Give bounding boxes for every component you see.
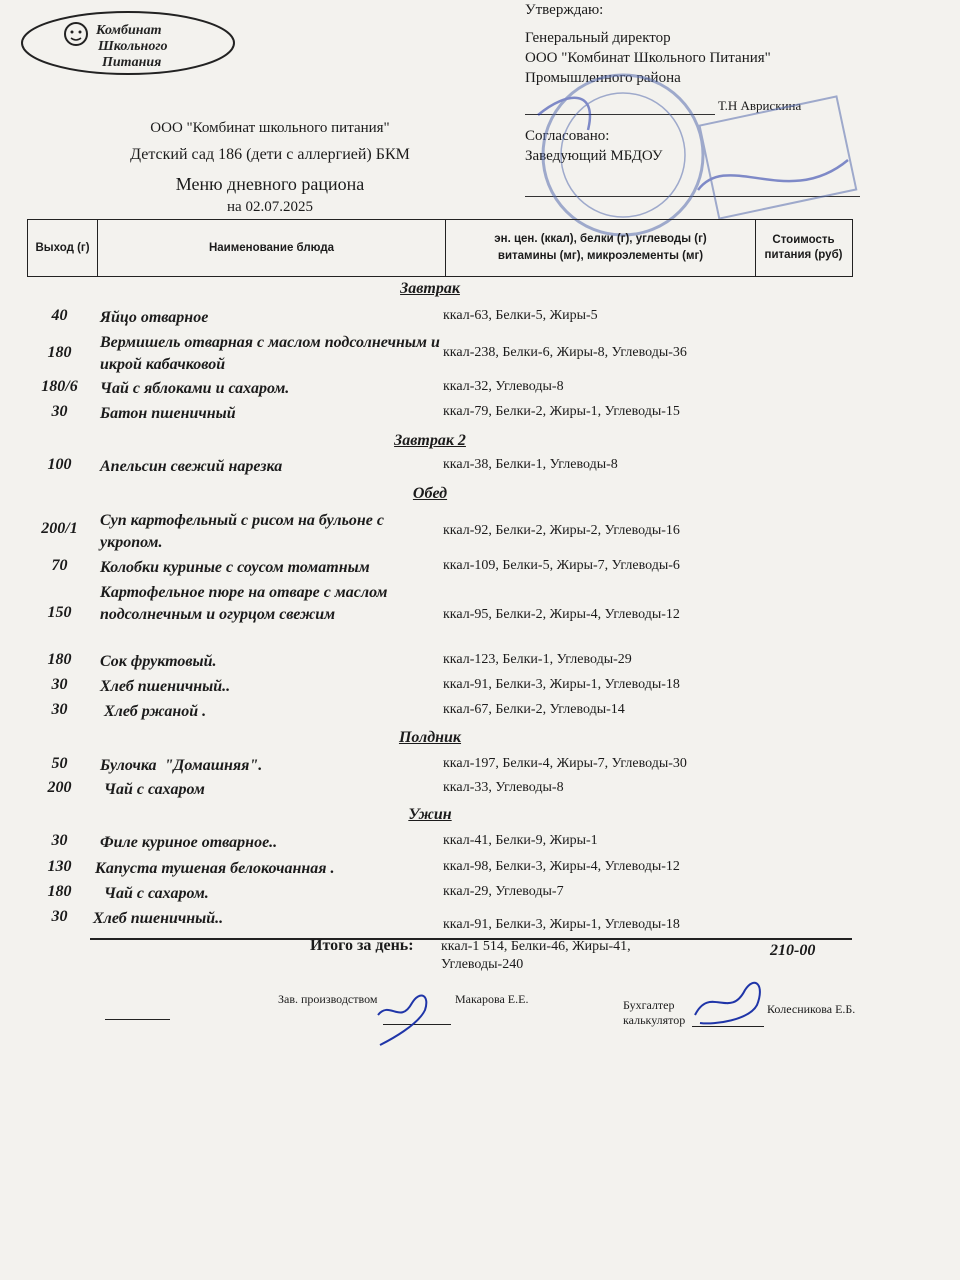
document-date: на 02.07.2025	[227, 199, 313, 215]
table-header	[27, 219, 853, 277]
column-output: Выход (г)	[28, 220, 98, 276]
column-dish: Наименование блюда	[98, 220, 446, 276]
approval-company: ООО "Комбинат Школьного Питания"	[525, 50, 771, 66]
approval-district: Промышленного района	[525, 70, 681, 86]
accountant-name: Колесникова Е.Б.	[767, 1002, 856, 1016]
section-afternoon-snack: Полдник	[398, 729, 462, 746]
production-title: Зав. производством	[278, 992, 378, 1006]
section-breakfast-2: Завтрак 2	[394, 432, 466, 449]
total-label: Итого за день:	[310, 937, 414, 954]
approval-signer: Т.Н Аврискина	[718, 98, 802, 113]
production-handwritten-signature	[370, 985, 445, 1050]
company-logo	[18, 8, 238, 78]
section-breakfast: Завтрак	[400, 280, 460, 297]
section-lunch: Обед	[412, 485, 448, 502]
svg-text:Школьного: Школьного	[98, 39, 168, 54]
total-nutrition: ккал-1 514, Белки-46, Жиры-41, Углеводы-240	[441, 939, 631, 972]
total-cost: 210-00	[770, 942, 816, 959]
column-cost: Стоимость питания (руб)	[764, 234, 843, 261]
svg-text:Питания: Питания	[102, 55, 162, 70]
document-title: Меню дневного рациона	[175, 174, 365, 194]
approval-position: Генеральный директор	[525, 30, 671, 46]
production-name: Макарова Е.Е.	[455, 992, 529, 1006]
approval-title: Утверждаю:	[525, 2, 604, 18]
kindergarten-name: Детский сад 186 (дети с аллергией) БКМ	[130, 146, 410, 163]
blank-signature-line	[105, 1019, 170, 1020]
accountant-title: Бухгалтер калькулятор	[623, 998, 686, 1027]
svg-text:Комбинат: Комбинат	[96, 23, 162, 38]
stamp-seal	[528, 70, 858, 240]
column-nutrition: эн. цен. (ккал), белки (г), углеводы (г) витамины (мг), микроэлементы (мг)	[446, 220, 756, 276]
section-dinner: Ужин	[408, 806, 452, 823]
agreed-title: Согласовано:	[525, 128, 610, 144]
agreed-position: Заведующий МБДОУ	[525, 148, 663, 164]
menu-document: Комбинат Школьного Питания Утверждаю: Генеральный директор ООО "Комбинат Школьного Питания" Промышленного района Т.Н Аврискина Согласовано: Заведующий МБДОУ ООО "Комбинат школьного питания" Детский сад 186 (дети с аллергией) БКМ Меню дневного рациона на 02.07.2025 Выход (г) Наименование блюда эн. цен. (ккал), белки (г), углеводы (г) витамины (мг), микроэлементы (мг) Стоимость питания (руб) Завтрак 40 Яйцо отварное ккал-63, Белки-5, Жиры-5 180 Вермишель отварная с маслом подсолнечным и икрой кабачковой ккал-238, Белки-6, Жиры-8, Углеводы-36 180/6 Чай с яблоками и сахаром. ккал-32, Углеводы-8 30 Батон пшеничный ккал-79, Белки-2, Жиры-1, Углеводы-15 Завтрак 2 100 Апельсин свежий нарезка ккал-38, Белки-1, Углеводы-8 Обед 200/1 Суп картофельный с рисом на бульоне с укропом. ккал-92, Белки-2, Жиры-2, Углеводы-16 70 Колобки куриные с соусом томатным ккал-109, Белки-5, Жиры-7, Углеводы-6 150 Картофельное пюре на отваре с маслом подсолнечным и огурцом свежим ккал-95, Белки-2, Жиры-4, Углеводы-12 180 Сок фруктовый. ккал-123, Белки-1, Углеводы-29 30 Хлеб пшеничный.. ккал-91, Белки-3, Жиры-1, Углеводы-18 30 Хлеб ржаной . ккал-67, Белки-2, Углеводы-14 Полдник 50 Булочка "Домашняя". ккал-197, Белки-4, Жиры-7, Углеводы-30 200 Чай с сахаром ккал-33, Углеводы-8 Ужин 30 Филе куриное отварное.. ккал-41, Белки-9, Жиры-1 130 Капуста тушеная белокочанная . ккал-98, Белки-3, Жиры-4, Углеводы-12 180 Чай с сахаром. ккал-29, Углеводы-7 30 Хлеб пшеничный.. ккал-91, Белки-3, Жиры-1, Углеводы-18 Итого за день: ккал-1 514, Белки-46, Жиры-41, Углеводы-240 210-00 Зав. производством Макарова Е.Е. Бухгалтер калькулятор Колесникова Е.Б.	[0, 0, 960, 1280]
accountant-handwritten-signature	[685, 975, 775, 1035]
organization-name: ООО "Комбинат школьного питания"	[150, 120, 390, 136]
